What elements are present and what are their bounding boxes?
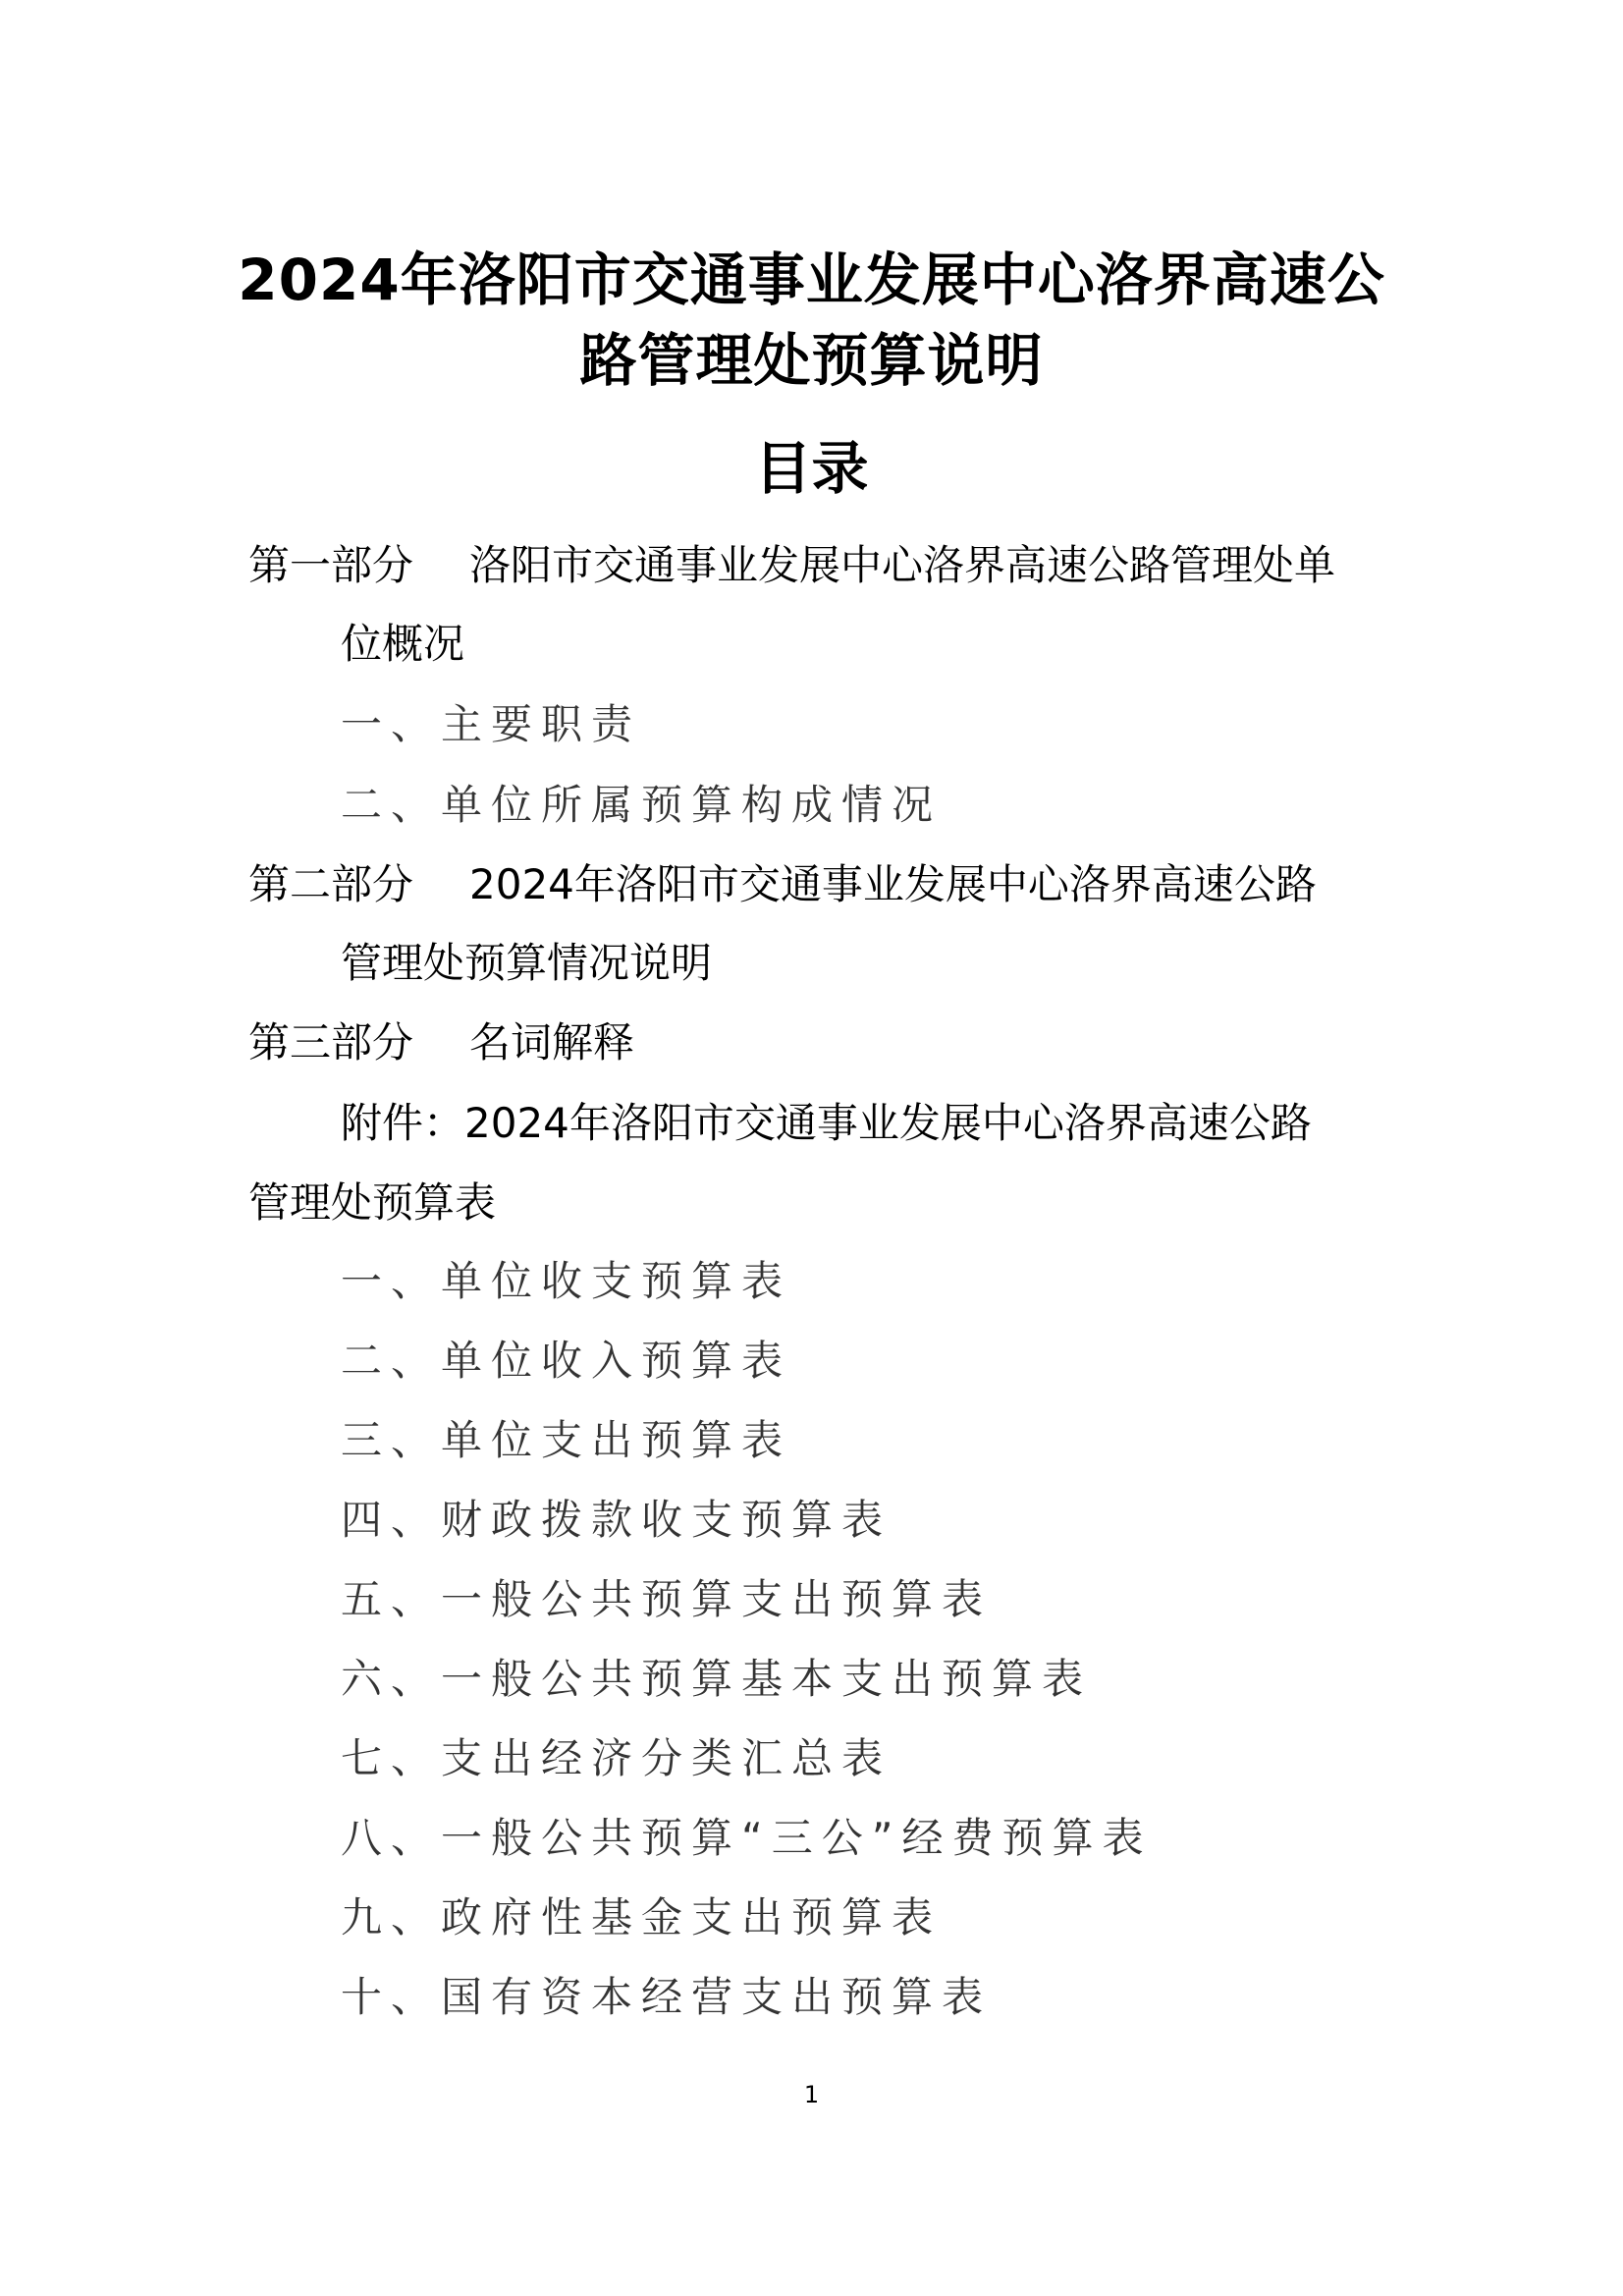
toc-attachment-item-7: 七、支出经济分类汇总表 bbox=[341, 1734, 893, 1782]
toc-part-1 bbox=[248, 538, 1335, 593]
toc-part-2-title-cont: 管理处预算情况说明 bbox=[341, 939, 713, 987]
toc-part-2-label: 第二部分 bbox=[248, 860, 414, 908]
page-number: 1 bbox=[803, 2081, 820, 2108]
toc-part-2 bbox=[248, 857, 1317, 912]
toc-attachment-item-8: 八、一般公共预算“三公”经费预算表 bbox=[341, 1814, 1153, 1862]
toc-part-2-title: 2024年洛阳市交通事业发展中心洛界高速公路 bbox=[469, 860, 1317, 908]
document-title-line-2: 路管理处预算说明 bbox=[579, 327, 1044, 394]
toc-attachment-cont: 管理处预算表 bbox=[248, 1178, 497, 1227]
toc-part-3 bbox=[248, 1015, 634, 1070]
toc-heading: 目录 bbox=[754, 435, 869, 502]
toc-attachment: 附件：2024年洛阳市交通事业发展中心洛界高速公路 bbox=[341, 1099, 1312, 1147]
toc-part-1-title-cont: 位概况 bbox=[341, 620, 465, 668]
toc-attachment-item-6: 六、一般公共预算基本支出预算表 bbox=[341, 1655, 1093, 1703]
toc-attachment-item-4: 四、财政拨款收支预算表 bbox=[341, 1496, 893, 1544]
toc-part-1-subitem-2: 二、单位所属预算构成情况 bbox=[341, 781, 943, 829]
toc-attachment-item-9: 九、政府性基金支出预算表 bbox=[341, 1893, 943, 1941]
toc-attachment-item-1: 一、单位收支预算表 bbox=[341, 1257, 792, 1305]
toc-part-1-title: 洛阳市交通事业发展中心洛界高速公路管理处单 bbox=[469, 541, 1336, 589]
toc-attachment-item-3: 三、单位支出预算表 bbox=[341, 1416, 792, 1464]
toc-attachment-item-2: 二、单位收入预算表 bbox=[341, 1337, 792, 1385]
toc-attachment-item-5: 五、一般公共预算支出预算表 bbox=[341, 1575, 993, 1623]
toc-part-1-subitem-1: 一、主要职责 bbox=[341, 700, 642, 748]
document-title-line-1: 2024年洛阳市交通事业发展中心洛界高速公 bbox=[238, 246, 1385, 313]
toc-part-1-label: 第一部分 bbox=[248, 541, 414, 589]
toc-part-3-label: 第三部分 bbox=[248, 1018, 414, 1066]
toc-part-3-title: 名词解释 bbox=[469, 1018, 635, 1066]
toc-attachment-item-10: 十、国有资本经营支出预算表 bbox=[341, 1973, 993, 2021]
